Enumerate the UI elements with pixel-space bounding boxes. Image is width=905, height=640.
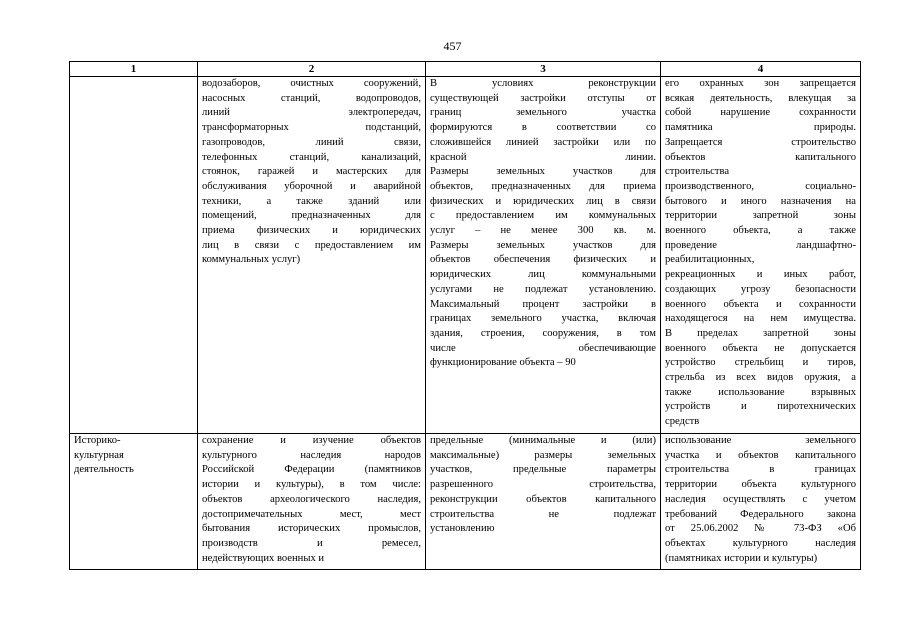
cell-col-1 [70, 434, 198, 570]
cell-line: объектов археологического наследия, [202, 493, 421, 505]
cell-line: максимальные) размеры земельных [430, 449, 656, 461]
cell-line: рекреационных и иных работ, [665, 269, 856, 281]
cell-line: трансформаторных подстанций, [202, 122, 421, 134]
cell-line: В пределах запретной зоны [665, 327, 856, 339]
cell-line: телефонных станций, канализаций, [202, 151, 421, 163]
cell-line: проведение ландшафтно- [665, 239, 856, 251]
cell-line: территории запретной зоны [665, 210, 856, 222]
cell-line: лиц в связи с предоставлением им [202, 239, 421, 251]
cell-col-3 [426, 77, 661, 434]
cell-line: коммунальных услуг) [202, 254, 301, 266]
land-use-table [69, 61, 861, 570]
cell-line: помещений, предназначенных для [202, 210, 421, 222]
table-row [70, 434, 861, 570]
cell-col-3 [426, 434, 661, 570]
cell-line: использование земельного [665, 435, 856, 446]
cell-col-2 [198, 434, 426, 570]
cell-line: границ земельного участка [430, 107, 656, 119]
header-row [70, 62, 861, 77]
cell-line: существующей застройки отступы от [430, 92, 656, 104]
cell-line: объектах культурного наследия [665, 537, 856, 549]
cell-line: Размеры земельных участков для [430, 166, 656, 178]
cell-line: также использование взрывных [665, 386, 856, 398]
cell-line: от 25.06.2002 № 73-ФЗ «Об [665, 523, 856, 535]
cell-line: сохранение и изучение объектов [202, 435, 421, 446]
cell-line: устройство стрельбищ и тиров, [665, 357, 856, 369]
cell-line: стрельба из всех видов оружия, а [665, 372, 856, 384]
table-row [70, 77, 861, 434]
cell-line: деятельность [74, 464, 134, 476]
cell-line: предельные (минимальные и (или) [430, 435, 656, 446]
cell-line: памятника природы. [665, 122, 856, 134]
cell-line: истории и культуры), в том числе: [202, 479, 421, 491]
cell-line: газопроводов, линий связи, [202, 136, 421, 148]
cell-line: средств [665, 416, 700, 428]
cell-line: здания, строения, сооружения, в том [430, 327, 656, 339]
cell-line: услуг – не менее 300 кв. м. [430, 225, 656, 237]
cell-line: юридических лиц коммунальными [430, 269, 656, 281]
cell-line: участка и объектов капитального [665, 449, 856, 461]
cell-line: техники, а также зданий или [202, 195, 421, 207]
header-col-4: 4 [661, 62, 861, 77]
cell-line: (памятниках истории и культуры) [665, 552, 818, 564]
cell-line: Максимальный процент застройки в [430, 298, 656, 310]
cell-line: линий электропередач, [202, 107, 421, 119]
cell-line: разрешенного строительства, [430, 479, 656, 491]
cell-line: Российской Федерации (памятников [202, 464, 421, 476]
cell-line: функционирование объекта – 90 [430, 357, 576, 369]
cell-col-2 [198, 77, 426, 434]
cell-line: участков, предельные параметры [430, 464, 656, 476]
header-col-2: 2 [198, 62, 426, 77]
cell-line: формируются в соответствии со [430, 122, 656, 134]
cell-line: строительства [665, 166, 730, 178]
cell-line: военного объекта, а также [665, 225, 856, 237]
cell-line: его охранных зон запрещается [665, 78, 856, 89]
cell-line: культурного наследия народов [202, 449, 421, 461]
header-col-1: 1 [70, 62, 198, 77]
cell-line: всякая деятельность, влекущая за [665, 92, 856, 104]
cell-line: наследия осуществлять с учетом [665, 493, 856, 505]
cell-line: требований Федерального закона [665, 508, 856, 520]
cell-line: производственного, социально- [665, 180, 856, 192]
cell-line: создающих угрозу безопасности [665, 283, 856, 295]
cell-line: приема физических и юридических [202, 225, 421, 237]
cell-line: Запрещается строительство [665, 136, 856, 148]
page-number: 457 [443, 39, 462, 53]
cell-line: стоянок, гаражей и мастерских для [202, 166, 421, 178]
cell-line: установлению [430, 523, 495, 535]
header-col-3: 3 [426, 62, 661, 77]
cell-line: с предоставлением им коммунальных [430, 210, 656, 222]
cell-line: Историко- [74, 435, 121, 446]
cell-line: достопримечательных мест, мест [202, 508, 421, 520]
cell-line: услугами не подлежат установлению. [430, 283, 656, 295]
cell-line: объектов капитального [665, 151, 856, 163]
cell-line: находящегося на нем имущества. [665, 313, 856, 325]
cell-line: производств и ремесел, [202, 537, 421, 549]
cell-line: объектов обеспечения физических и [430, 254, 656, 266]
cell-line: реконструкции объектов капитального [430, 493, 656, 505]
cell-line: физических и юридических лиц в связи [430, 195, 656, 207]
cell-line: культурная [74, 449, 124, 461]
cell-line: границах земельного участка, включая [430, 313, 656, 325]
cell-line: объектов, предназначенных для приема [430, 180, 656, 192]
cell-line: сложившейся линией застройки или по [430, 136, 656, 148]
cell-line: бытования исторических промыслов, [202, 523, 421, 535]
cell-line: строительства в границах [665, 464, 856, 476]
cell-line: устройств и пиротехнических [665, 401, 856, 413]
cell-line: военного объекта не допускается [665, 342, 856, 354]
cell-line: насосных станций, водопроводов, [202, 92, 421, 104]
cell-col-4 [661, 77, 861, 434]
cell-line: водозаборов, очистных сооружений, [202, 78, 421, 89]
cell-line: реабилитационных, [665, 254, 755, 266]
cell-line: В условиях реконструкции [430, 78, 656, 89]
cell-line: бытового и иного назначения на [665, 195, 856, 207]
cell-col-1 [70, 77, 198, 434]
cell-line: обслуживания уборочной и аварийной [202, 180, 421, 192]
cell-col-4 [661, 434, 861, 570]
cell-line: строительства не подлежат [430, 508, 656, 520]
cell-line: числе обеспечивающие [430, 342, 656, 354]
cell-line: собой нарушение сохранности [665, 107, 856, 119]
cell-line: красной линии. [430, 151, 656, 163]
cell-line: территории объекта культурного [665, 479, 856, 491]
cell-line: военного объекта и сохранности [665, 298, 856, 310]
cell-line: недействующих военных и [202, 552, 325, 564]
cell-line: Размеры земельных участков для [430, 239, 656, 251]
